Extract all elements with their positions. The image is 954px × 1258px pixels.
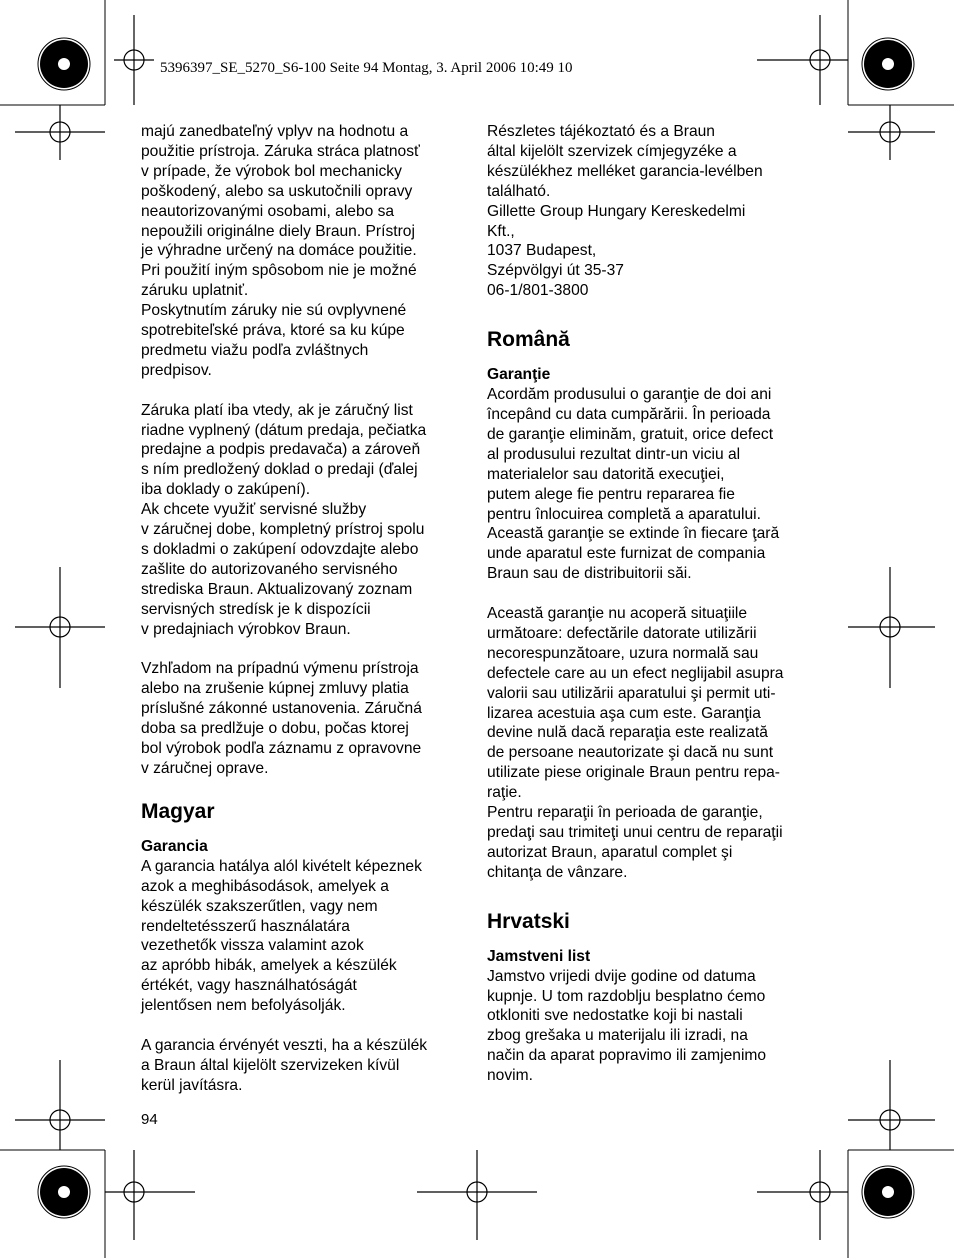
- print-header: 5396397_SE_5270_S6-100 Seite 94 Montag, 3. April 2006 10:49 10: [160, 60, 573, 76]
- paragraph: Részletes tájékoztató és a Braun által kijelölt szervizek címjegyzéke a készülékhez melléket garancia-levélben található. Gillette Group Hungary Kereskedelmi Kft., 1037 Budapest, Szépvölgyi út 35-37 06-1/801-3800: [487, 123, 763, 300]
- left-column: [141, 122, 471, 1096]
- paragraph: A garancia hatálya alól kivételt képeznek azok a meghibásodások, amelyek a készülék szakszerűtlen, vagy nem rendeltetésszerű használatára vezethetők vissza valamint azok az apróbb hibák, amelyek a készülék értékét, vagy használhatóságát jelentősen nem befolyásolják.: [141, 857, 422, 1015]
- paragraph: Acordăm produsului o garanţie de doi ani începând cu data cumpărării. În perioada de garanţie eliminăm, gratuit, orice defect al produsului rezultat dintr-un viciu al materialelor sau datorită execuţiei, putem alege fie pentru repararea fie pentru înlocuirea completă a aparatului. Această garanţie se extinde în fiecare ţară unde aparatul este furnizat de compania Braun sau de distribuitorii săi.: [487, 386, 780, 583]
- section-title-hrvatski: Hrvatski: [487, 909, 570, 933]
- paragraph: majú zanedbateľný vplyv na hodnotu a použitie prístroja. Záruka stráca platnosť v prípade, že výrobok bol mechanicky poškodený, alebo sa uskutočnili opravy neautorizovanými osobami, alebo sa nepoužili originálne diely Braun. Prístroj je výhradne určený na domáce použitie. Pri použití iným spôsobom nie je možné záruku uplatniť. Poskytnutím záruky nie sú ovplyvnené spotrebiteľské práva, ktoré sa ku kúpe predmetu viažu podľa zvláštnych predpisov.: [141, 123, 420, 379]
- paragraph: Záruka platí iba vtedy, ak je záručný list riadne vyplnený (dátum predaja, pečiatka predajne a podpis predavača) a zároveň s ním predložený doklad o predaji (ďalej iba doklady o zakúpení). Ak chcete využiť servisné služby v záručnej dobe, kompletný prístroj spolu s dokladmi o zakúpení odovzdajte alebo zašlite do autorizovaného servisného strediska Braun. Aktualizovaný zoznam servisných stredísk je k dispozícii v predajniach výrobkov Braun.: [141, 401, 427, 638]
- paragraph: A garancia érvényét veszti, ha a készülék a Braun által kijelölt szervizeken kívül kerül javításra.: [141, 1036, 428, 1094]
- right-column: [487, 122, 817, 1086]
- paragraph: Această garanţie nu acoperă situaţiile următoare: defectările datorate utilizării necorespunzătoare, uzura normală sau defectele care au un efect neglijabil asupra valorii sau utilizării aparatului şi permit uti- lizarea acestuia aşa cum este. Garanţia devine nulă dacă reparaţia este realizată de persoane neautorizate şi dacă nu sunt utilizate piese originale Braun pentru repa- raţie. Pentru reparaţii în perioada de garanţie, predaţi sau trimiteţi unui centru de reparaţii autorizat Braun, aparatul complet şi chitanţa de vânzare.: [487, 605, 784, 881]
- paragraph: Jamstvo vrijedi dvije godine od datuma kupnje. U tom razdoblju besplatno ćemo otkloniti sve nedostatke koji bi nastali zbog grešaka u materijalu ili izradi, na način da aparat popravimo ili zamjenimo novim.: [487, 967, 767, 1085]
- section-title-magyar: Magyar: [141, 799, 215, 823]
- subheading-garantie: Garanţie: [487, 366, 551, 384]
- subheading-garancia: Garancia: [141, 837, 208, 855]
- paragraph: Vzhľadom na prípadnú výmenu prístroja alebo na zrušenie kúpnej zmluvy platia príslušné zákonné ustanovenia. Záručná doba sa predlžuje o dobu, počas ktorej bol výrobok podľa záznamu z opravovne v záručnej oprave.: [141, 660, 422, 777]
- section-title-romana: Română: [487, 328, 570, 352]
- subheading-jamstveni-list: Jamstveni list: [487, 947, 591, 965]
- page-number: 94: [141, 1111, 158, 1128]
